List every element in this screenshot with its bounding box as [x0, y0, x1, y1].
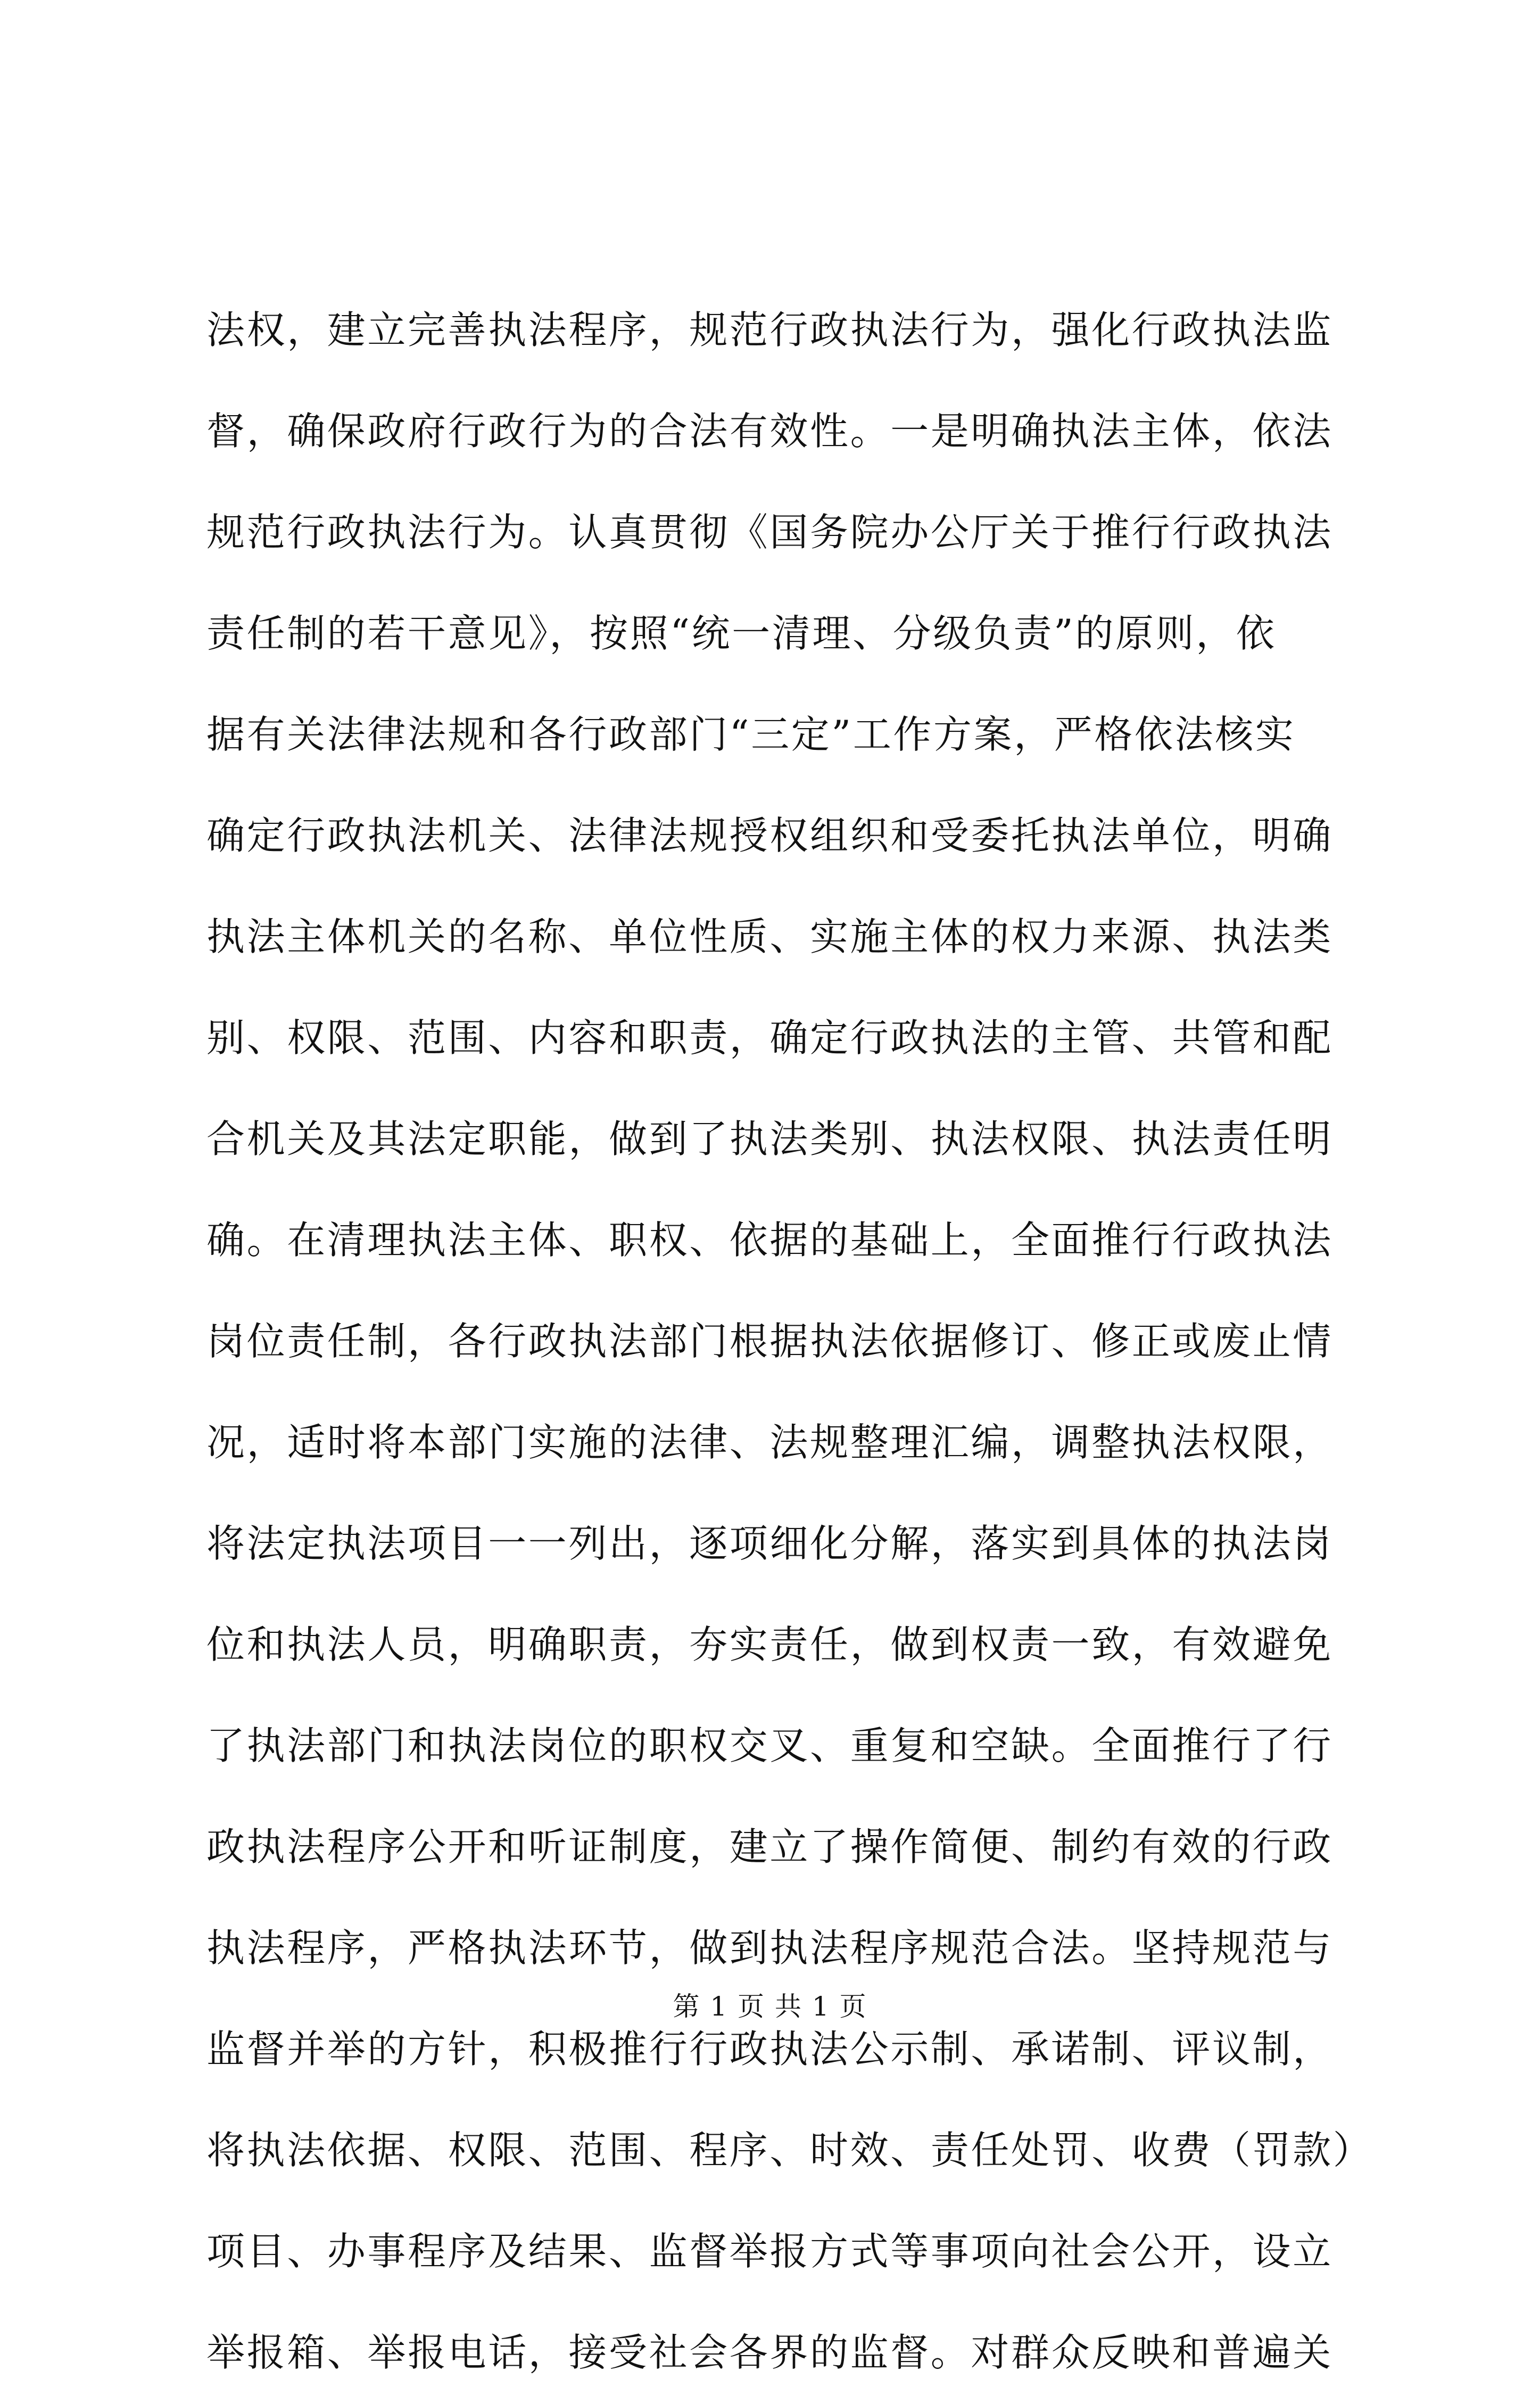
text-line-7: 执法主体机关的名称、单位性质、实施主体的权力来源、执法类 [206, 914, 1333, 959]
text-line-15: 了执法部门和执法岗位的职权交叉、重复和空缺。全面推行了行 [206, 1723, 1333, 1768]
text-line-2: 督，确保政府行政行为的合法有效性。一是明确执法主体，依法 [206, 409, 1333, 453]
text-line-8: 别、权限、范围、内容和职责，确定行政执法的主管、共管和配 [206, 1015, 1333, 1060]
text-line-13: 将法定执法项目一一列出，逐项细化分解，落实到具体的执法岗 [206, 1521, 1333, 1566]
text-line-17: 执法程序，严格执法环节，做到执法程序规范合法。坚持规范与 [206, 1926, 1333, 1970]
text-line-10: 确。在清理执法主体、职权、依据的基础上，全面推行行政执法 [206, 1218, 1333, 1262]
text-line-20: 项目、办事程序及结果、监督举报方式等事项向社会公开，设立 [206, 2229, 1333, 2274]
text-line-6: 确定行政执法机关、法律法规授权组织和受委托执法单位，明确 [206, 813, 1333, 858]
text-line-9: 合机关及其法定职能，做到了执法类别、执法权限、执法责任明 [206, 1117, 1333, 1161]
text-line-16: 政执法程序公开和听证制度，建立了操作简便、制约有效的行政 [206, 1824, 1333, 1869]
text-line-3: 规范行政执法行为。认真贯彻《国务院办公厅关于推行行政执法 [206, 510, 1333, 555]
text-line-19: 将执法依据、权限、范围、程序、时效、责任处罚、收费（罚款） [206, 2128, 1373, 2173]
text-line-11: 岗位责任制，各行政执法部门根据执法依据修订、修正或废止情 [206, 1319, 1333, 1364]
text-line-4: 责任制的若干意见》，按照“统一清理、分级负责”的原则，依 [206, 611, 1277, 656]
page-footer [0, 1985, 1540, 2024]
text-line-1: 法权，建立完善执法程序，规范行政执法行为，强化行政执法监 [206, 308, 1333, 352]
text-line-21: 举报箱、举报电话，接受社会各界的监督。对群众反映和普遍关 [206, 2330, 1333, 2375]
text-line-5: 据有关法律法规和各行政部门“三定”工作方案，严格依法核实 [206, 712, 1296, 757]
text-line-12: 况，适时将本部门实施的法律、法规整理汇编，调整执法权限， [206, 1420, 1333, 1465]
page-number: 第 1 页 共 1 页 [673, 1991, 867, 2022]
text-line-14: 位和执法人员，明确职责，夯实责任，做到权责一致，有效避免 [206, 1622, 1333, 1667]
text-line-18: 监督并举的方针，积极推行行政执法公示制、承诺制、评议制， [206, 2027, 1333, 2071]
body-text [206, 279, 1373, 2403]
